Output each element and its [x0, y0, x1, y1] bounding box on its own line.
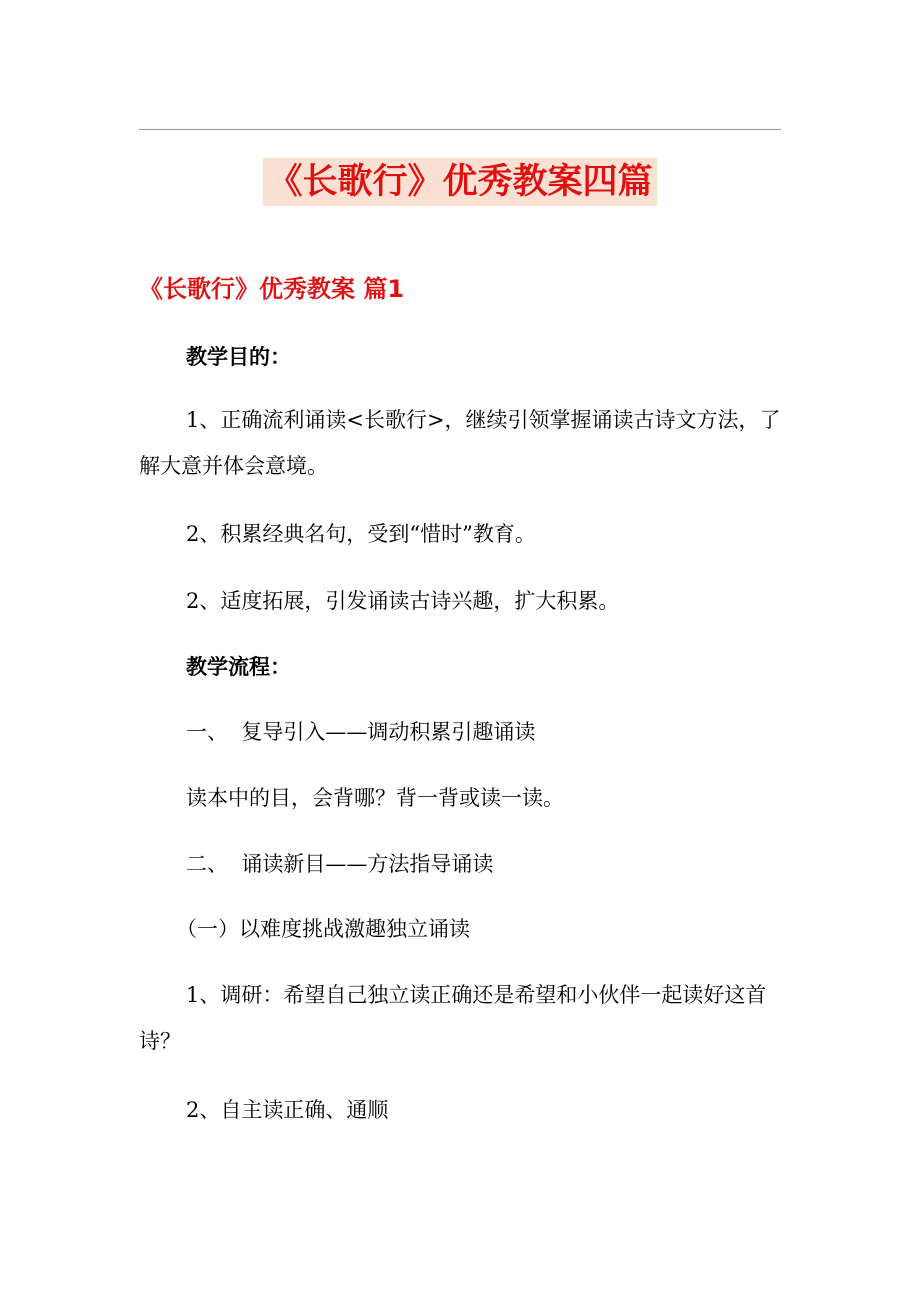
- objective-1: 1、正确流利诵读<长歌行>，继续引领掌握诵读古诗文方法，了解大意并体会意境。: [139, 408, 781, 478]
- objectives-heading: 教学目的：: [186, 345, 291, 369]
- sub-step-1: （一）以难度挑战激趣独立诵读: [176, 917, 470, 941]
- process-heading: 教学流程：: [186, 655, 291, 679]
- header-rule: [139, 129, 781, 130]
- objective-2: 2、积累经典名句，受到“惜时”教育。: [186, 522, 536, 546]
- document-title: 《长歌行》优秀教案四篇: [263, 158, 656, 206]
- objective-3: 2、适度拓展，引发诵读古诗兴趣，扩大积累。: [186, 589, 620, 613]
- section-title: 《长歌行》优秀教案 篇1: [139, 275, 405, 303]
- step-1: 一、 复导引入——调动积累引趣诵读: [186, 720, 536, 744]
- item-1: 1、调研：希望自己独立读正确还是希望和小伙伴一起读好这首诗？: [139, 983, 767, 1053]
- title-container: [0, 158, 920, 206]
- item-2: 2、自主读正确、通顺: [186, 1098, 389, 1122]
- step-1-detail: 读本中的目，会背哪？背一背或读一读。: [186, 786, 564, 810]
- step-2: 二、 诵读新目——方法指导诵读: [186, 852, 494, 876]
